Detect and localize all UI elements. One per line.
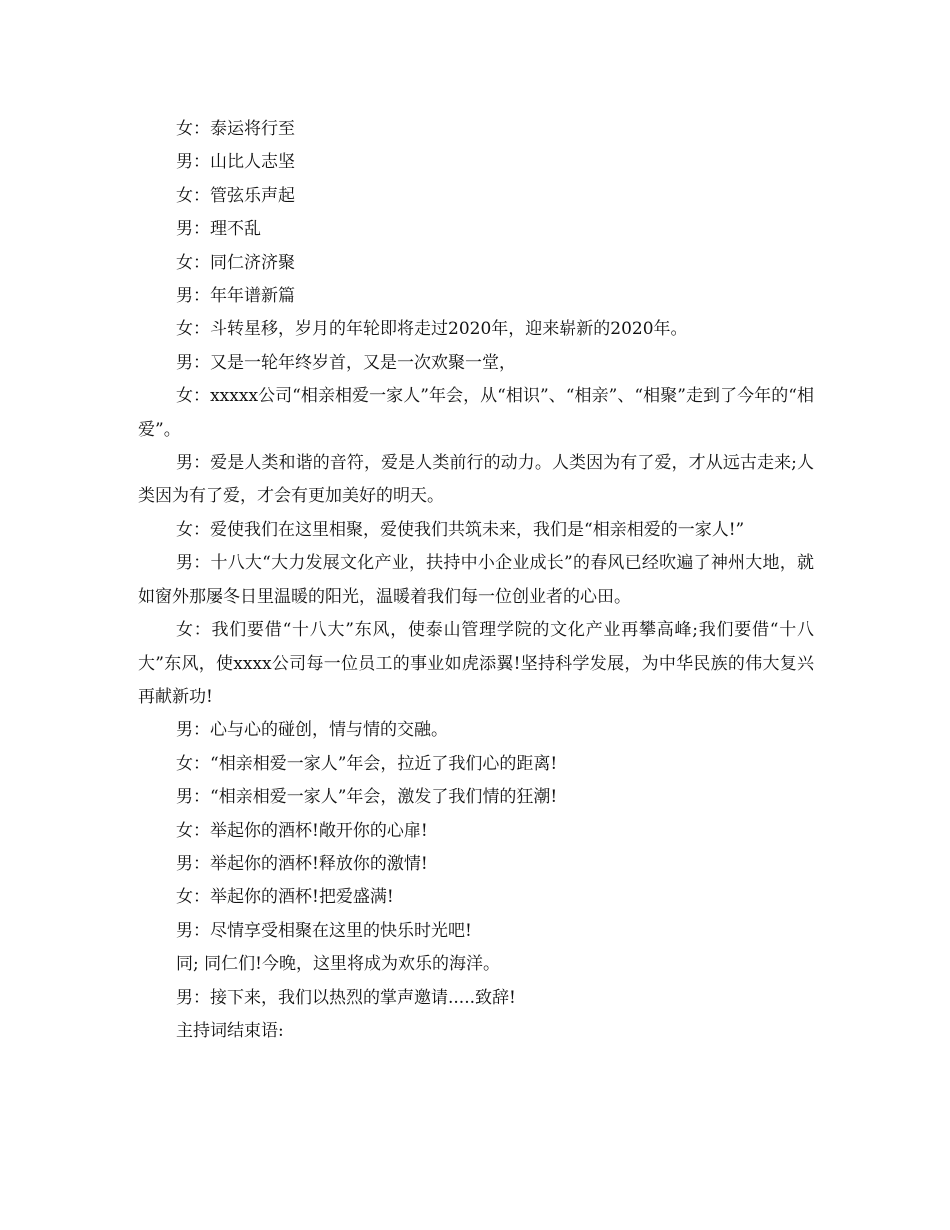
paragraph: 男：举起你的酒杯!释放你的激情! [176,853,428,874]
document-body [138,113,814,1048]
paragraph: 女：举起你的酒杯!把爱盛满! [176,887,394,908]
paragraph: 同; 同仁们!今晚，这里将成为欢乐的海洋。 [176,954,500,975]
paragraph: 女：xxxxx公司“相亲相爱一家人”年会，从“相识”、“相亲”、“相聚”走到了今年的“相爱”。 [138,386,814,440]
paragraph: 女：“相亲相爱一家人”年会，拉近了我们心的距离! [176,753,558,774]
paragraph: 男：尽情享受相聚在这里的快乐时光吧! [176,920,472,941]
paragraph: 男：“相亲相爱一家人”年会，激发了我们情的狂潮! [176,787,558,808]
paragraph: 女：斗转星移，岁月的年轮即将走过2020年，迎来崭新的2020年。 [176,319,688,340]
paragraph: 男：理不乱 [176,219,261,240]
paragraph: 男：山比人志坚 [176,152,295,173]
paragraph: 主持词结束语: [176,1020,284,1041]
paragraph: 男：爱是人类和谐的音符，爱是人类前行的动力。人类因为有了爱，才从远古走来;人类因为有了爱，才会有更加美好的明天。 [138,453,814,507]
paragraph: 女：爱使我们在这里相聚，爱使我们共筑未来，我们是“相亲相爱的一家人!” [176,519,745,540]
paragraph: 男：接下来，我们以热烈的掌声邀请.....致辞! [176,987,516,1008]
paragraph: 男：年年谱新篇 [176,286,295,307]
paragraph: 男：又是一轮年终岁首，又是一次欢聚一堂， [176,352,516,373]
paragraph: 女：管弦乐声起 [176,185,295,206]
paragraph: 男：心与心的碰创，情与情的交融。 [176,720,448,741]
paragraph: 女：同仁济济聚 [176,252,295,273]
paragraph: 男：十八大“大力发展文化产业，扶持中小企业成长”的春风已经吹遍了神州大地，就如窗外那屡冬日里温暖的阳光，温暖着我们每一位创业者的心田。 [138,553,814,607]
paragraph: 女：举起你的酒杯!敞开你的心扉! [176,820,428,841]
paragraph: 女：泰运将行至 [176,119,295,139]
paragraph: 女：我们要借“十八大”东风，使泰山管理学院的文化产业再攀高峰;我们要借“十八大”东风，使xxxx公司每一位员工的事业如虎添翼!坚持科学发展，为中华民族的伟大复兴再献新功! [138,620,814,707]
